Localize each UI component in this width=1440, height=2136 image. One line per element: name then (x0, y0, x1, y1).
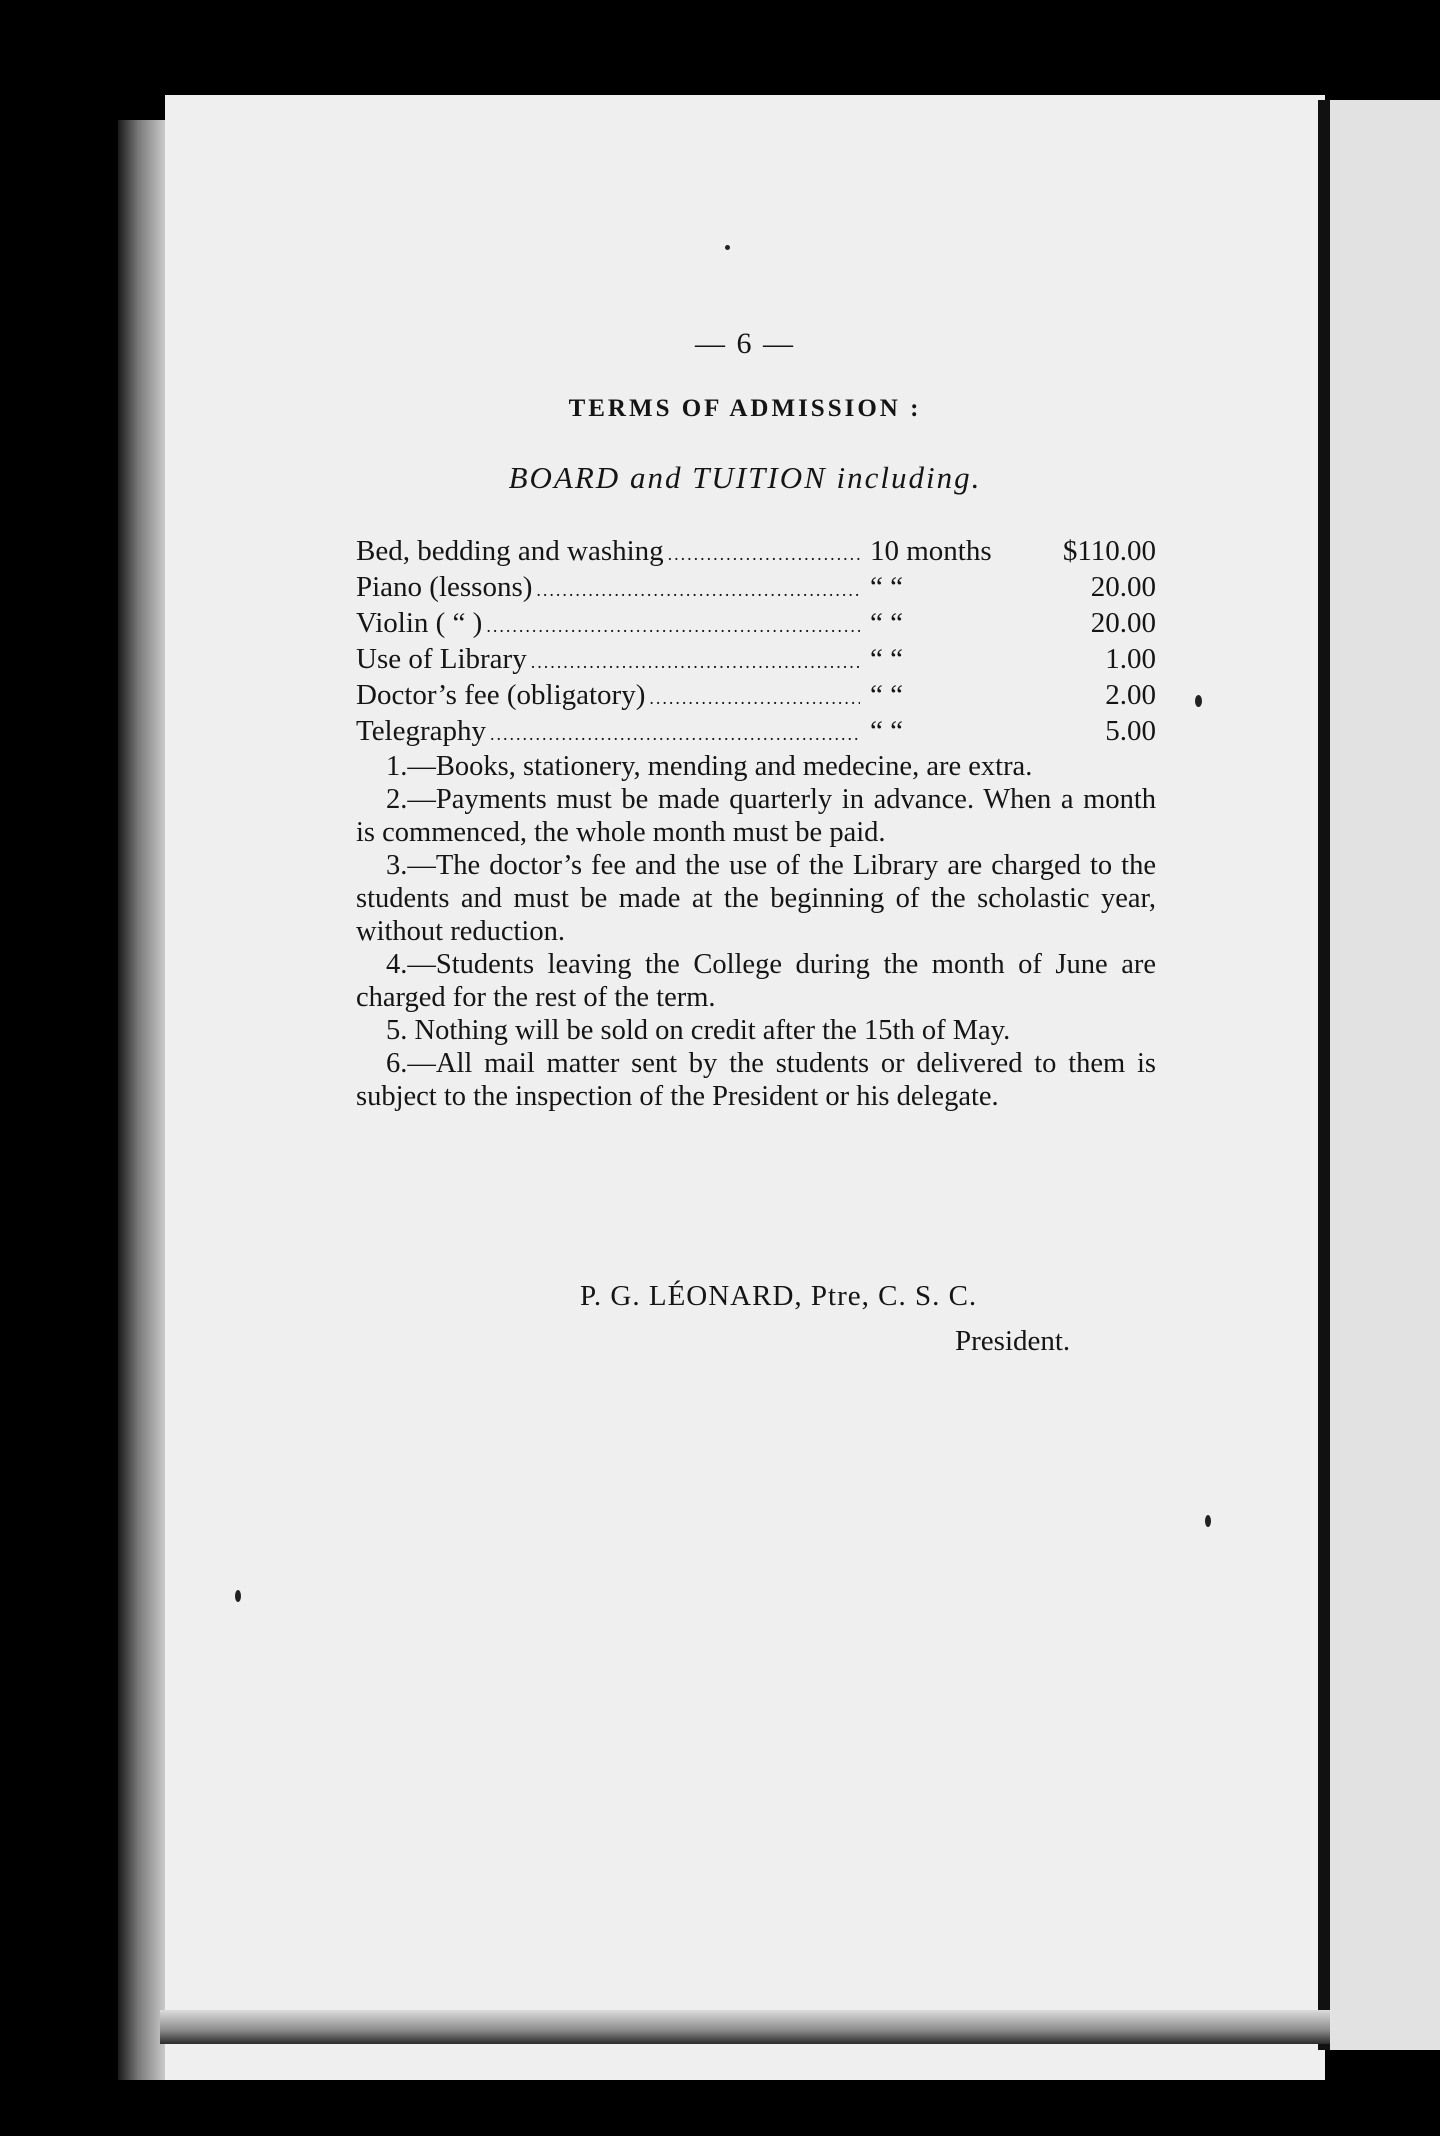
fee-item: Doctor’s fee (obligatory) (356, 679, 646, 711)
scan-speck (725, 245, 730, 250)
fee-period: 10 months (870, 535, 992, 567)
fee-item: Piano (lessons) (356, 571, 533, 603)
scan-speck (235, 1590, 241, 1602)
dot-leader (531, 646, 860, 679)
condition-note: 3.—The doctor’s fee and the use of the Library are charged to the students and must be made at the beginning of the scholastic year, without reduction. (356, 850, 1156, 947)
condition-note: 5. Nothing will be sold on credit after the 15th of May. (386, 1015, 1011, 1046)
fee-price: 2.00 (1105, 679, 1156, 711)
signature-title: President. (955, 1325, 1071, 1357)
scan-speck (1205, 1515, 1211, 1527)
dot-leader (668, 538, 860, 571)
fee-price: 20.00 (1090, 571, 1156, 603)
page-number: — 6 — (695, 327, 795, 360)
fee-row (356, 571, 1156, 607)
page-stack-bottom-edge (160, 2010, 1330, 2044)
fee-item: Bed, bedding and washing (356, 535, 664, 567)
condition-note: 1.—Books, stationery, mending and medecine, are extra. (386, 751, 1033, 782)
adjacent-page-sliver (1330, 100, 1440, 2050)
fee-period: “ “ (870, 643, 903, 675)
conditions-list (356, 750, 1156, 1113)
fee-row (356, 715, 1156, 751)
fee-item: Telegraphy (356, 715, 487, 747)
dot-leader (649, 682, 860, 715)
fee-table (356, 535, 1156, 751)
page-stack-left-edge (118, 120, 170, 2080)
section-title: TERMS OF ADMISSION : (568, 395, 922, 422)
condition-note: 6.—All mail matter sent by the students or delivered to them is subject to the inspection of the President or his delegate. (356, 1048, 1156, 1112)
fee-period: “ “ (870, 571, 903, 603)
fee-row (356, 679, 1156, 715)
fee-item: Violin ( “ ) (356, 607, 483, 639)
dot-leader (486, 610, 860, 643)
condition-note: 2.—Payments must be made quarterly in advance. When a month is commenced, the whole month must be paid. (356, 784, 1156, 848)
fee-period: “ “ (870, 607, 903, 639)
fee-row (356, 607, 1156, 643)
fee-period: “ “ (870, 679, 903, 711)
fee-period: “ “ (870, 715, 903, 747)
fee-price: 1.00 (1105, 643, 1156, 675)
fee-item: Use of Library (356, 643, 527, 675)
binding-rule (1318, 100, 1330, 2050)
condition-note: 4.—Students leaving the College during the month of June are charged for the rest of the term. (356, 949, 1156, 1013)
fee-row (356, 643, 1156, 679)
fee-row (356, 535, 1156, 571)
subtitle: BOARD and TUITION including. (508, 460, 982, 495)
fee-price: 20.00 (1090, 607, 1156, 639)
fee-price: 5.00 (1105, 715, 1156, 747)
signature-name: P. G. LÉONARD, Ptre, C. S. C. (580, 1280, 978, 1312)
scan-speck (1195, 695, 1202, 707)
document-page (165, 95, 1325, 2080)
fee-price: $110.00 (1062, 535, 1156, 567)
dot-leader (490, 718, 860, 751)
dot-leader (536, 574, 860, 607)
